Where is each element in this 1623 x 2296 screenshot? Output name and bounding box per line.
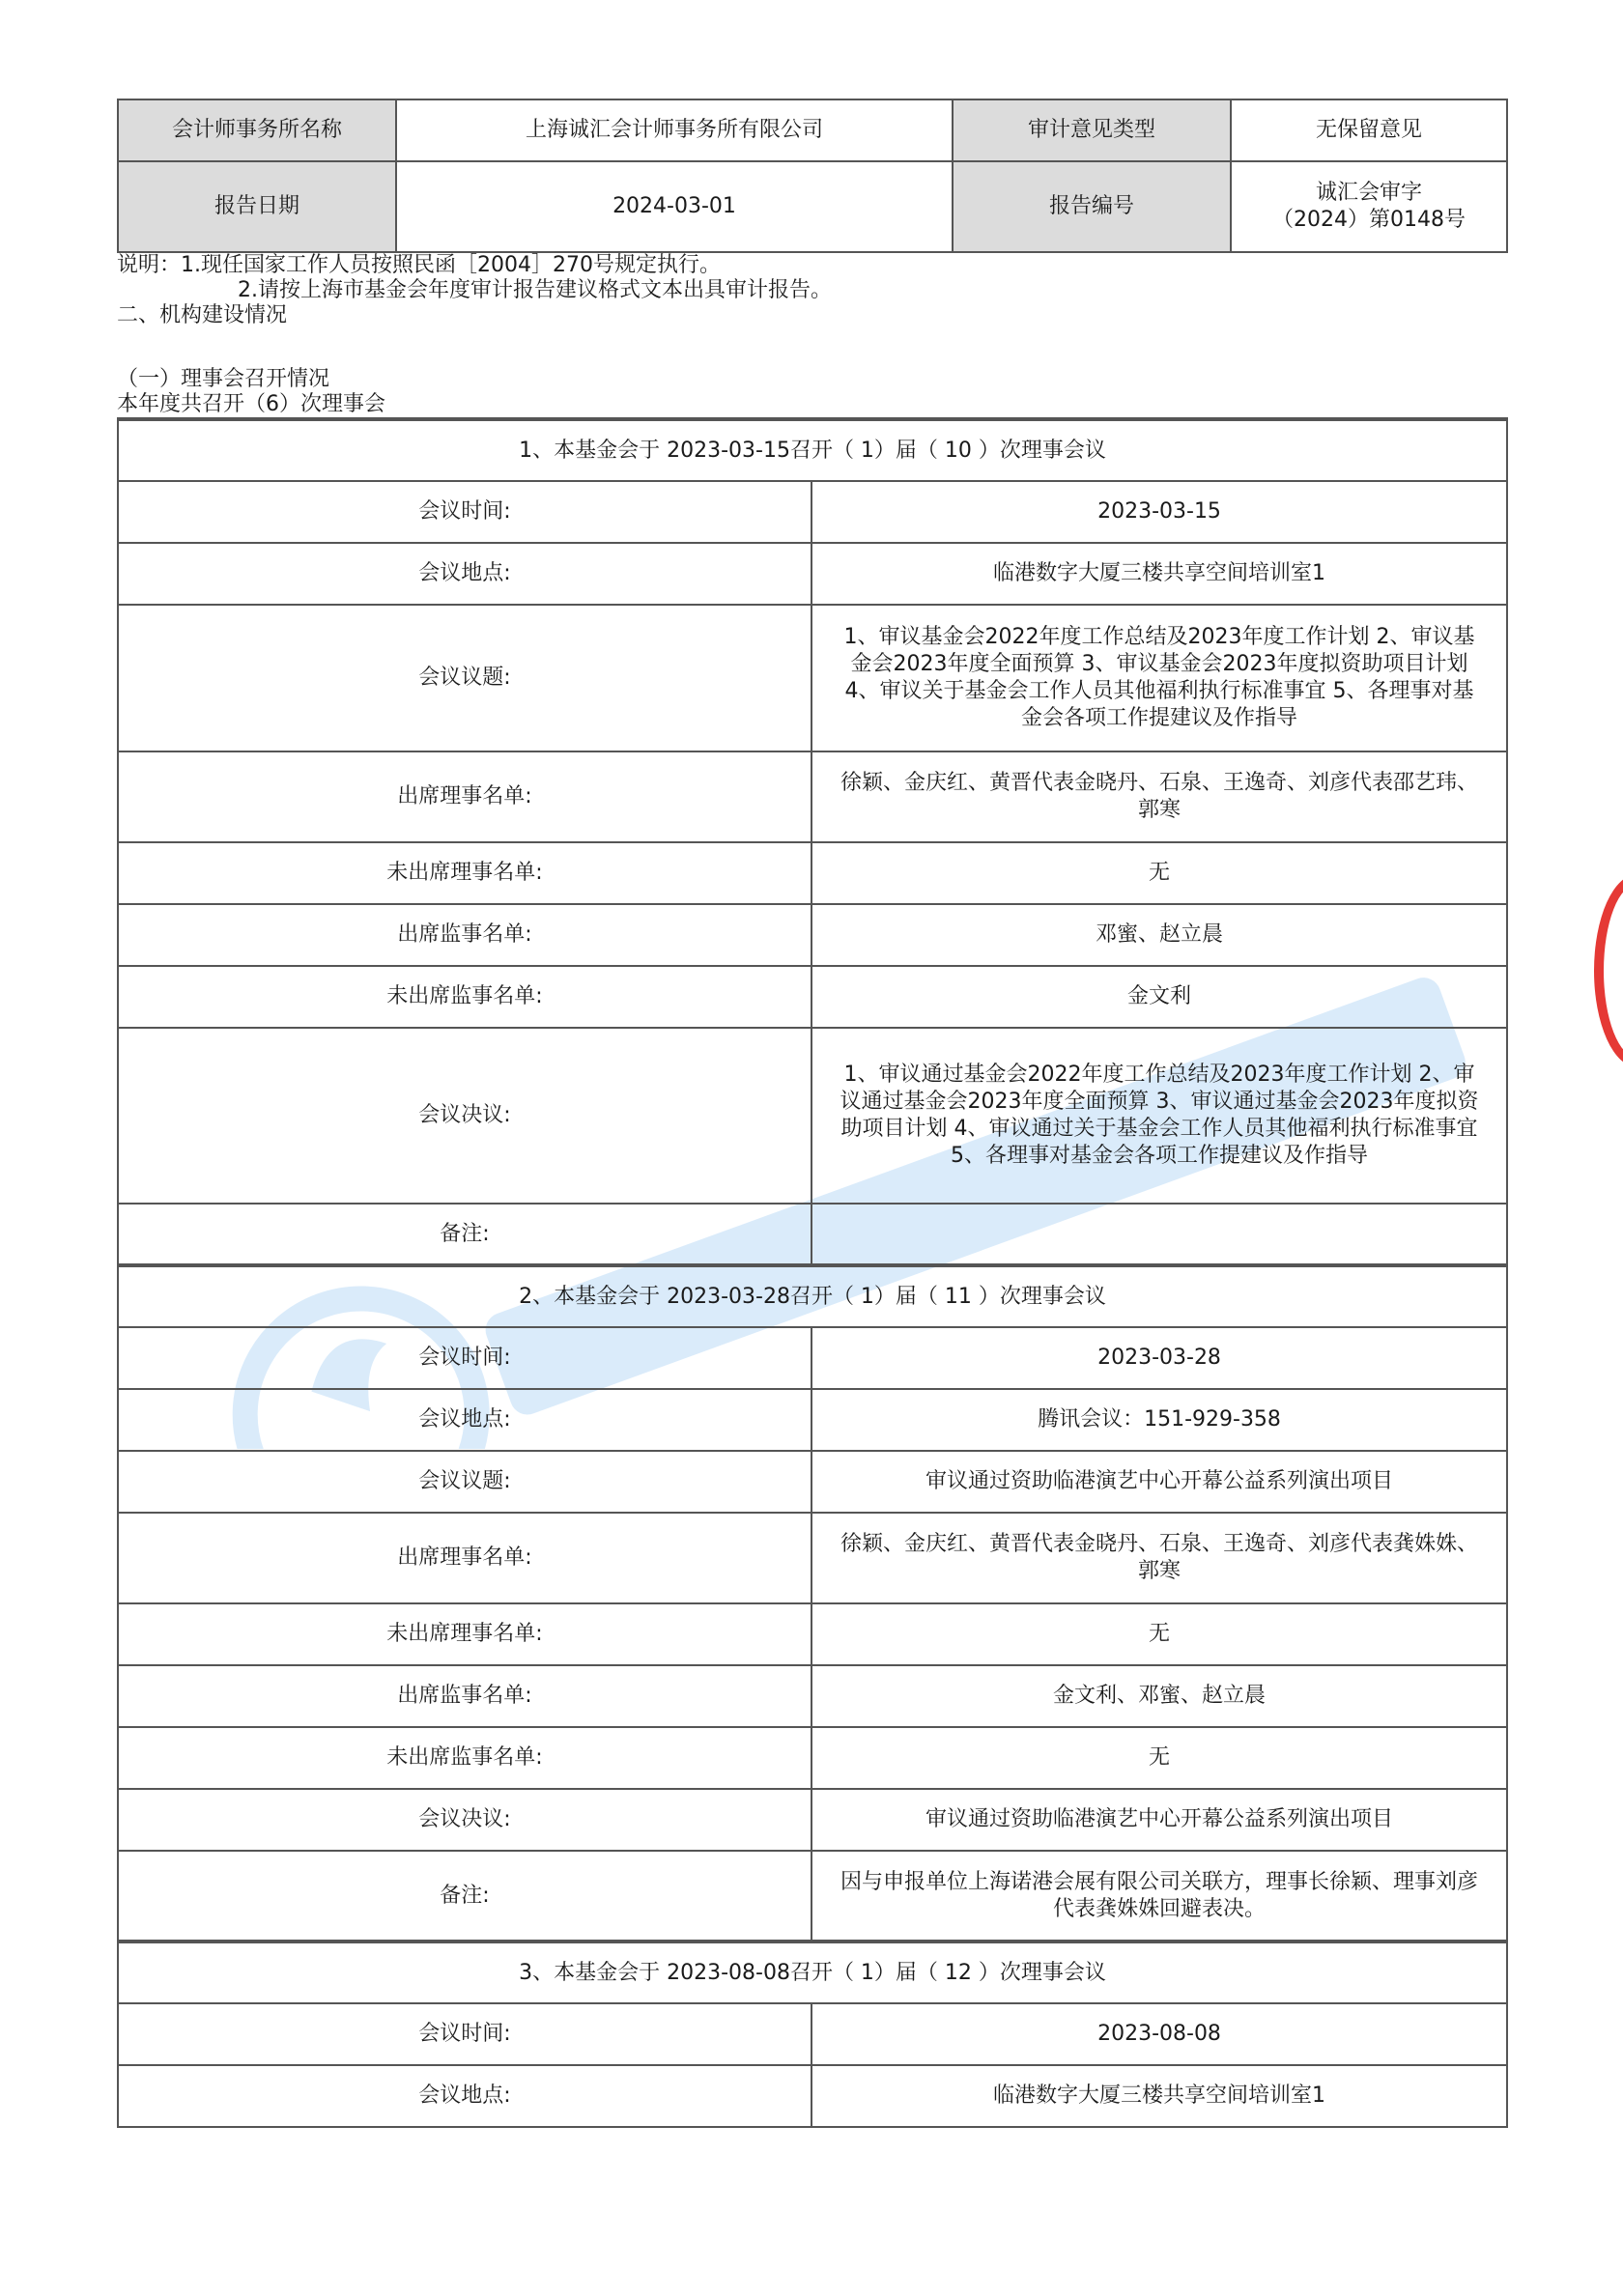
- row-value: 2023-08-08: [812, 2003, 1507, 2065]
- opinion-value: 无保留意见: [1231, 99, 1507, 161]
- row-label: 未出席理事名单:: [118, 1603, 812, 1665]
- row-label: 会议时间:: [118, 1327, 812, 1389]
- meeting-title: 2、本基金会于 2023-03-28召开（ 1）届（ 11 ）次理事会议: [118, 1265, 1507, 1327]
- row-value: 无: [812, 1603, 1507, 1665]
- note-line-2: 2.请按上海市基金会年度审计报告建议格式文本出具审计报告。: [238, 278, 832, 302]
- row-label: 会议决议:: [118, 1028, 812, 1204]
- section-heading: 二、机构建设情况: [117, 303, 288, 327]
- row-label: 出席监事名单:: [118, 1665, 812, 1727]
- row-label: 未出席监事名单:: [118, 1727, 812, 1789]
- row-value: 审议通过资助临港演艺中心开幕公益系列演出项目: [812, 1789, 1507, 1851]
- note-line-1: 说明：1.现任国家工作人员按照民函［2004］270号规定执行。: [117, 253, 721, 277]
- row-label: 出席理事名单:: [118, 751, 812, 842]
- row-label: 会议决议:: [118, 1789, 812, 1851]
- row-value: 审议通过资助临港演艺中心开幕公益系列演出项目: [812, 1451, 1507, 1513]
- row-value: [812, 1204, 1507, 1265]
- meeting-count: 本年度共召开（6）次理事会: [117, 392, 385, 416]
- subsection-heading: （一）理事会召开情况: [117, 367, 330, 391]
- row-value: 临港数字大厦三楼共享空间培训室1: [812, 2065, 1507, 2127]
- row-label: 会议地点:: [118, 2065, 812, 2127]
- firm-value: 上海诚汇会计师事务所有限公司: [396, 99, 953, 161]
- row-label: 备注:: [118, 1204, 812, 1265]
- row-label: 出席理事名单:: [118, 1513, 812, 1603]
- row-label: 未出席监事名单:: [118, 966, 812, 1028]
- meetings-table: [117, 417, 1508, 2128]
- row-value: 因与申报单位上海诺港会展有限公司关联方，理事长徐颖、理事刘彦代表龚姝姝回避表决。: [812, 1851, 1507, 1942]
- number-value: [1231, 161, 1507, 252]
- row-label: 出席监事名单:: [118, 904, 812, 966]
- row-label: 会议地点:: [118, 1389, 812, 1451]
- row-value: 金文利、邓蜜、赵立晨: [812, 1665, 1507, 1727]
- row-label: 会议议题:: [118, 1451, 812, 1513]
- meeting-title: 1、本基金会于 2023-03-15召开（ 1）届（ 10 ）次理事会议: [118, 419, 1507, 481]
- firm-label: 会计师事务所名称: [118, 99, 396, 161]
- meeting-title: 3、本基金会于 2023-08-08召开（ 1）届（ 12 ）次理事会议: [118, 1942, 1507, 2003]
- row-label: 备注:: [118, 1851, 812, 1942]
- row-value: 无: [812, 1727, 1507, 1789]
- number-value-line1: 诚汇会审字: [1315, 181, 1422, 205]
- row-value: 金文利: [812, 966, 1507, 1028]
- number-value-line2: （2024）第0148号: [1272, 208, 1466, 232]
- row-value: 无: [812, 842, 1507, 904]
- number-label: 报告编号: [953, 161, 1231, 252]
- row-value: 1、审议基金会2022年度工作总结及2023年度工作计划 2、审议基金会2023年度全面预算 3、审议基金会2023年度拟资助项目计划 4、审议关于基金会工作人员其他福利执行标准事宜 5、各理事对基金会各项工作提建议及作指导: [812, 605, 1507, 751]
- date-label: 报告日期: [118, 161, 396, 252]
- row-label: 会议时间:: [118, 481, 812, 543]
- row-value: 徐颖、金庆红、黄晋代表金晓丹、石泉、王逸奇、刘彦代表邵艺玮、郭寒: [812, 751, 1507, 842]
- row-value: 腾讯会议：151-929-358: [812, 1389, 1507, 1451]
- row-value: 邓蜜、赵立晨: [812, 904, 1507, 966]
- audit-info-table: [117, 99, 1508, 253]
- row-value: 徐颖、金庆红、黄晋代表金晓丹、石泉、王逸奇、刘彦代表龚姝姝、郭寒: [812, 1513, 1507, 1603]
- row-label: 会议议题:: [118, 605, 812, 751]
- date-value: 2024-03-01: [396, 161, 953, 252]
- row-value: 2023-03-15: [812, 481, 1507, 543]
- official-seal: [1594, 874, 1623, 1067]
- row-value: 2023-03-28: [812, 1327, 1507, 1389]
- row-value: 临港数字大厦三楼共享空间培训室1: [812, 543, 1507, 605]
- opinion-label: 审计意见类型: [953, 99, 1231, 161]
- row-value: 1、审议通过基金会2022年度工作总结及2023年度工作计划 2、审议通过基金会2023年度全面预算 3、审议通过基金会2023年度拟资助项目计划 4、审议通过关于基金会工作人员其他福利执行标准事宜 5、各理事对基金会各项工作提建议及作指导: [812, 1028, 1507, 1204]
- row-label: 未出席理事名单:: [118, 842, 812, 904]
- row-label: 会议地点:: [118, 543, 812, 605]
- row-label: 会议时间:: [118, 2003, 812, 2065]
